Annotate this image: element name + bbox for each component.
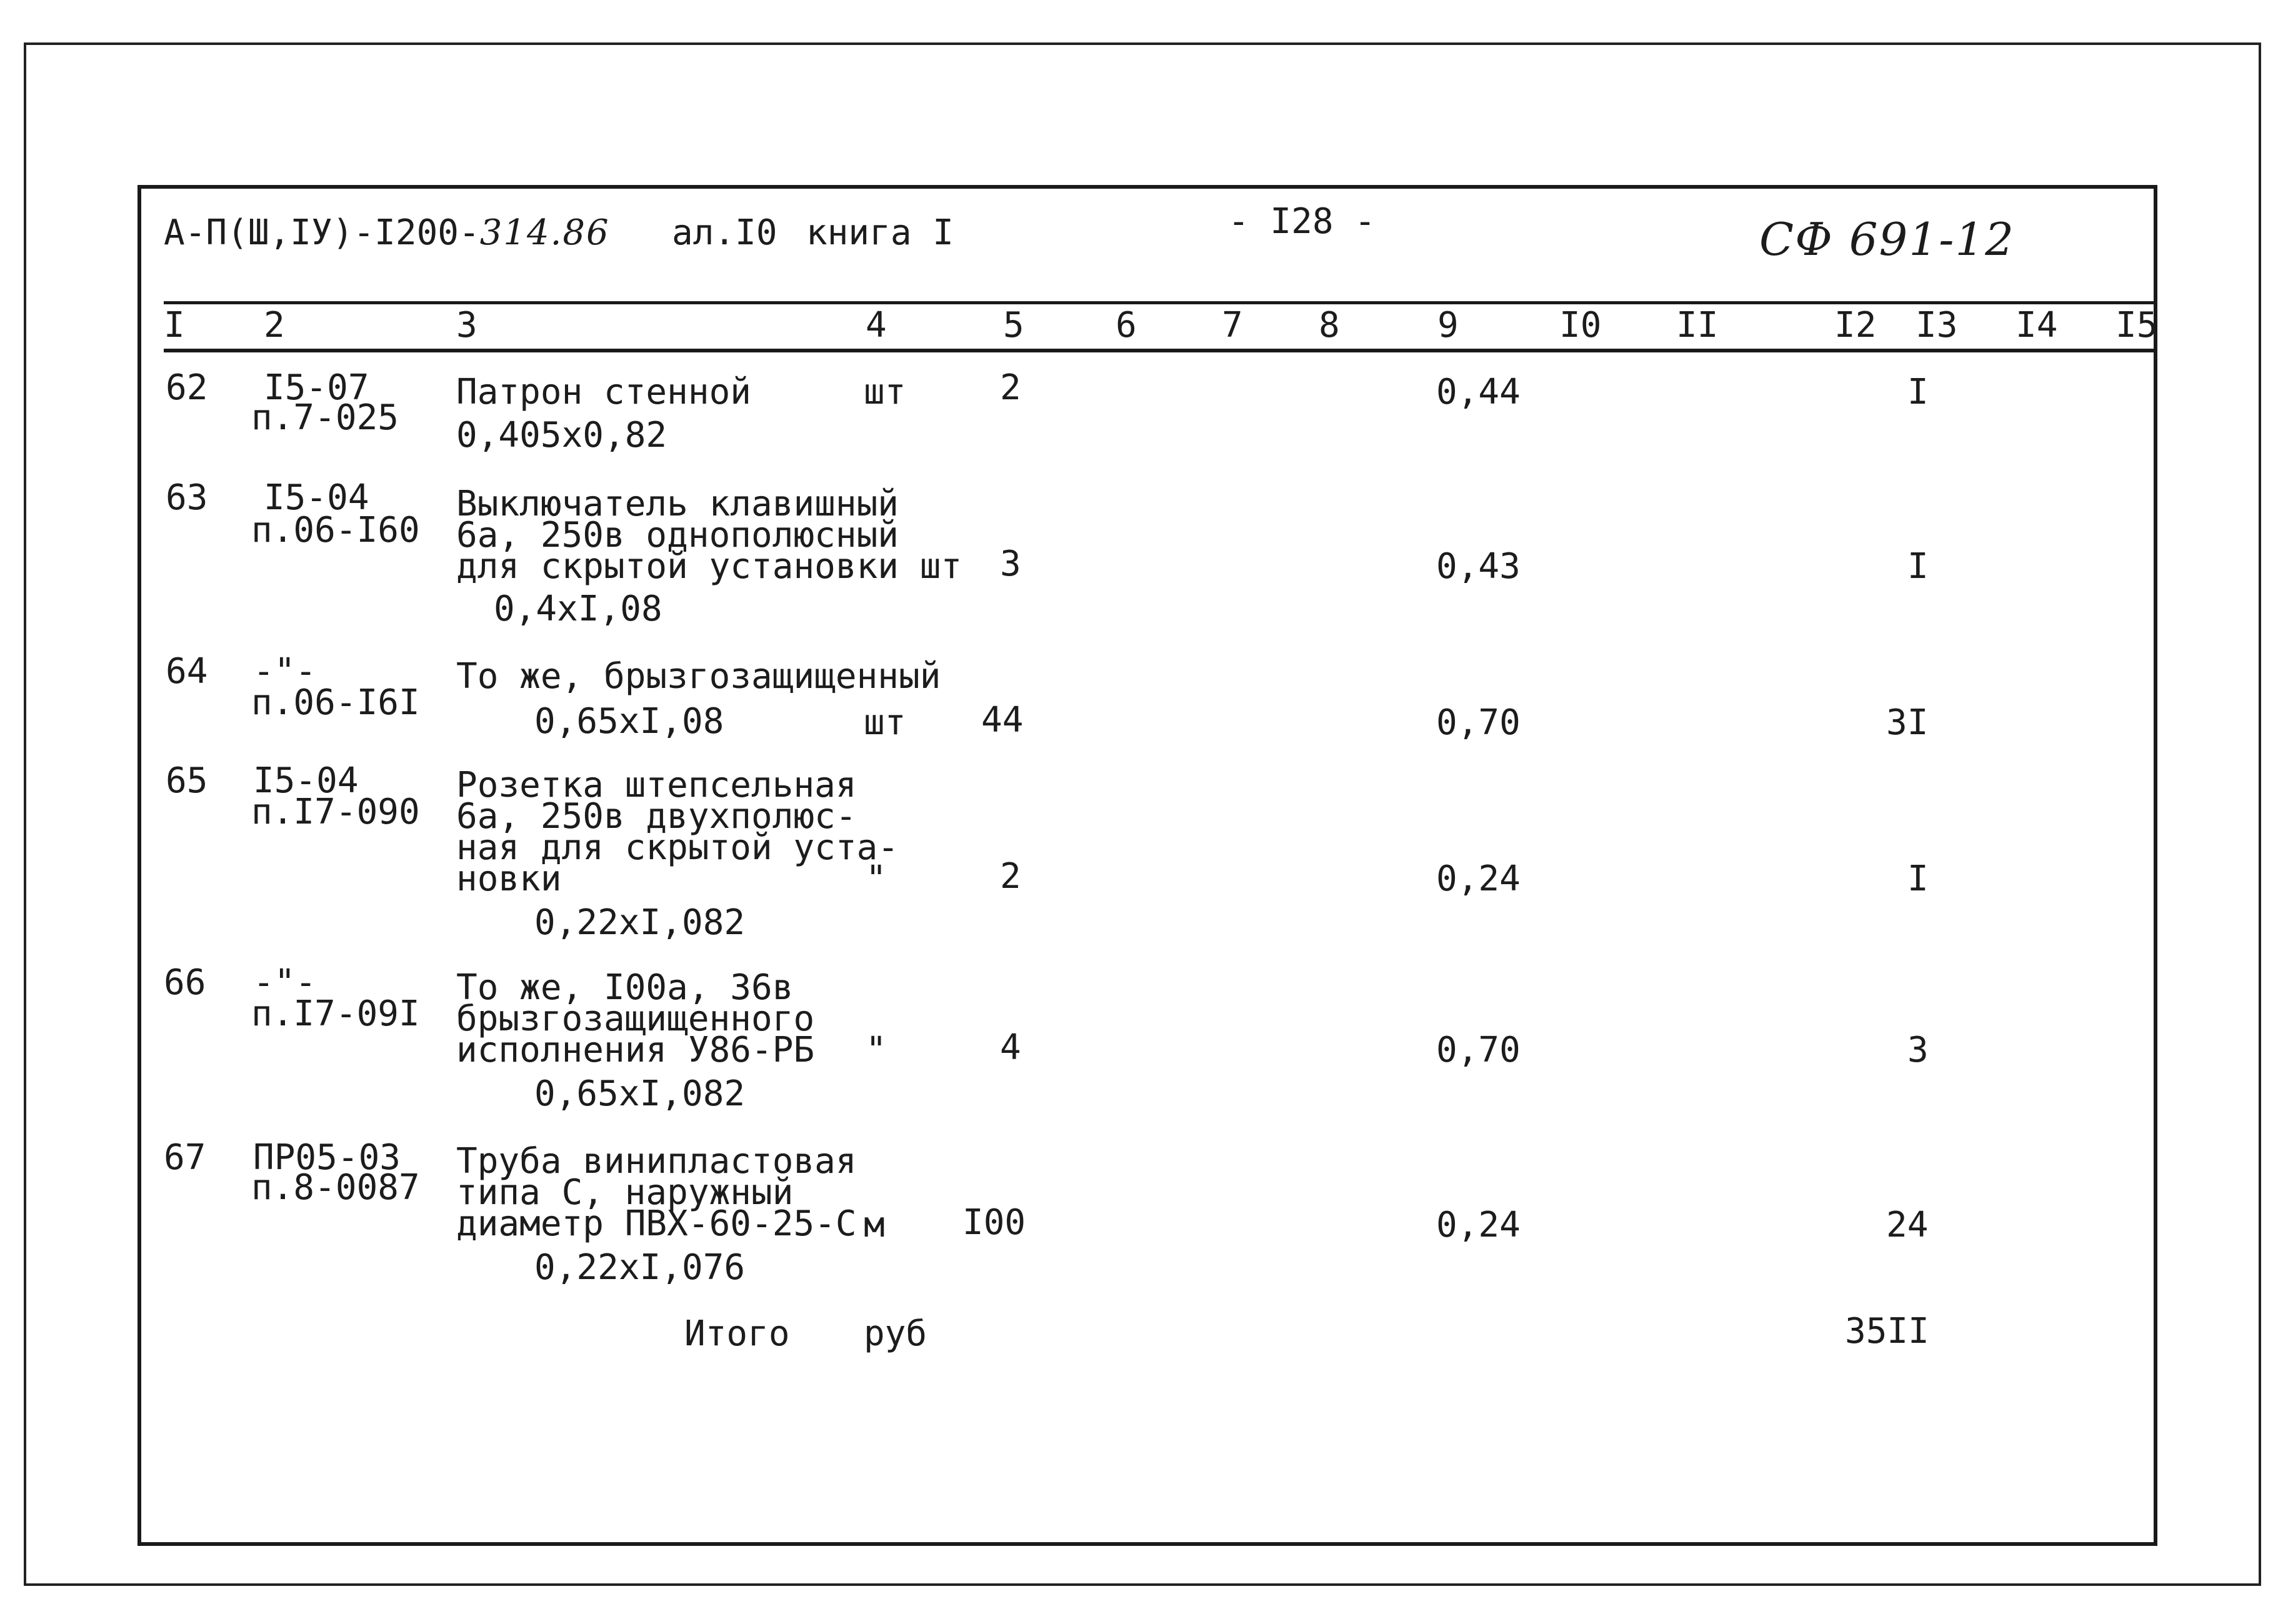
norm-code: I5-04 (264, 477, 369, 518)
item-dimensions: 0,65xI,08 (534, 701, 724, 742)
unit: " (866, 859, 887, 899)
unit-price: 0,44 (1436, 372, 1521, 412)
unit: м (864, 1205, 885, 1245)
column-header: 9 (1437, 305, 1459, 346)
column-header: 3 (456, 305, 477, 346)
norm-code: -"- (253, 962, 317, 1003)
unit-price: 0,70 (1436, 702, 1521, 743)
unit: шт (864, 702, 906, 743)
album-number: ал.I0 (672, 212, 777, 253)
column-header: II (1676, 305, 1719, 346)
item-description: 6а, 250в двухполюс- (456, 796, 857, 837)
item-description: для скрытой установки шт (456, 546, 962, 587)
column-header: I3 (1916, 305, 1958, 346)
item-description: брызгозащищенного (456, 999, 815, 1039)
quantity: 44 (981, 700, 1024, 740)
doc-code: А-П(Ш,IУ)-I200-314.86 (164, 212, 610, 253)
column-header: I0 (1559, 305, 1602, 346)
norm-code: п.I7-09I (251, 994, 420, 1034)
item-description: 6а, 250в однополюсный (456, 515, 899, 555)
norm-code: I5-07 (264, 367, 369, 408)
item-dimensions: 0,405x0,82 (456, 415, 667, 456)
item-dimensions: 0,22xI,082 (534, 902, 746, 943)
item-dimensions: 0,4xI,08 (494, 589, 662, 629)
item-description: ная для скрытой уста- (456, 827, 899, 868)
item-description: новки (456, 859, 562, 899)
item-description: То же, I00а, 36в (456, 967, 794, 1008)
quantity: 4 (1000, 1027, 1021, 1068)
item-description: Выключатель клавишный (456, 484, 899, 524)
row-total: 3I (1886, 702, 1929, 743)
row-number: 65 (166, 760, 208, 801)
norm-code: п.06-I6I (251, 682, 420, 723)
quantity: I00 (962, 1202, 1026, 1243)
header-bottom-rule (164, 349, 2157, 352)
item-description: Розетка штепсельная (456, 765, 857, 805)
unit-price: 0,24 (1436, 859, 1521, 899)
norm-code: I5-04 (253, 760, 359, 801)
quantity: 3 (1000, 544, 1021, 584)
unit-price: 0,24 (1436, 1205, 1521, 1245)
unit-price: 0,70 (1436, 1030, 1521, 1070)
norm-code: -"- (253, 651, 317, 692)
row-number: 64 (166, 651, 208, 692)
page-number: - I28 - (1228, 201, 1376, 242)
column-header: I (164, 305, 185, 346)
item-description: То же, брызгозащищенный (456, 656, 941, 697)
column-header: I5 (2116, 305, 2158, 346)
summary-label: Итого (684, 1313, 790, 1354)
item-dimensions: 0,65xI,082 (534, 1074, 746, 1114)
column-header: 5 (1003, 305, 1024, 346)
book-number: книга I (806, 212, 954, 253)
header-top-rule (164, 301, 2157, 304)
unit: " (866, 1030, 887, 1070)
row-total: 3 (1907, 1030, 1929, 1070)
row-number: 63 (166, 477, 208, 518)
row-number: 67 (164, 1137, 206, 1178)
item-description: типа С, наружный (456, 1172, 794, 1213)
column-header: 4 (866, 305, 887, 346)
item-description: исполнения У86-РБ (456, 1030, 815, 1070)
item-description: диаметр ПВХ-60-25-С (456, 1203, 857, 1244)
column-header: 2 (264, 305, 285, 346)
column-header: I2 (1834, 305, 1877, 346)
unit-price: 0,43 (1436, 546, 1521, 587)
summary-total: 35II (1845, 1311, 1929, 1352)
quantity: 2 (1000, 367, 1021, 408)
row-total: I (1907, 372, 1929, 412)
row-number: 62 (166, 367, 208, 408)
item-dimensions: 0,22xI,076 (534, 1247, 746, 1288)
unit: шт (864, 372, 906, 412)
norm-code: ПР05-03 (253, 1137, 401, 1178)
item-description: Труба винипластовая (456, 1141, 857, 1182)
item-description: Патрон стенной (456, 372, 752, 412)
doc-code-handwritten: 314.86 (479, 212, 610, 253)
norm-code: п.I7-090 (251, 792, 420, 832)
quantity: 2 (1000, 856, 1021, 897)
row-total: I (1907, 546, 1929, 587)
column-header: 6 (1116, 305, 1137, 346)
norm-code: п.7-025 (251, 397, 399, 438)
handwritten-stamp: СФ 691-12 (1759, 213, 2016, 266)
summary-unit: руб (864, 1313, 927, 1354)
row-total: 24 (1886, 1205, 1929, 1245)
column-header: I4 (2016, 305, 2058, 346)
row-total: I (1907, 859, 1929, 899)
column-header: 8 (1319, 305, 1340, 346)
column-header: 7 (1222, 305, 1243, 346)
norm-code: п.06-I60 (251, 510, 420, 550)
norm-code: п.8-0087 (251, 1167, 420, 1208)
row-number: 66 (164, 962, 206, 1003)
